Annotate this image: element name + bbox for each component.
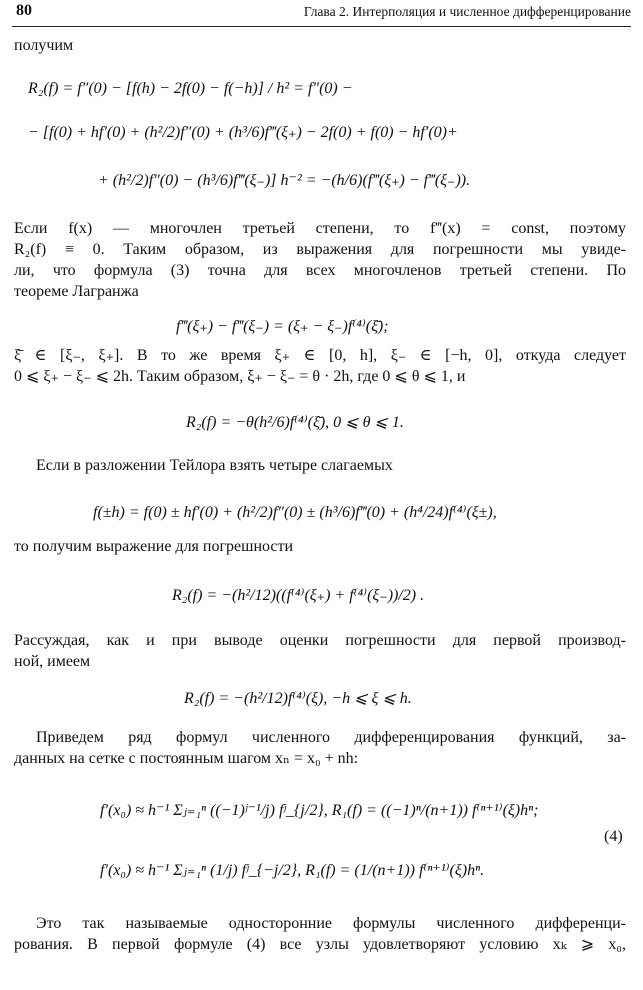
text-line: Если в разложении Тейлора взять четыре слагаемых [36,457,393,474]
equation-line: R₂(f) = −θ(h²/6)f⁽⁴⁾(ξ̄), 0 ⩽ θ ⩽ 1. [186,414,404,431]
equation-line: f′(x₀) ≈ h⁻¹ Σⱼ₌₁ⁿ ((−1)ʲ⁻¹/j) fʲ_{j/2}, R₁(f) = ((−1)ⁿ/(n+1)) f⁽ⁿ⁺¹⁾(ξ)hⁿ; [100,802,539,819]
equation-line: f(±h) = f(0) ± hf′(0) + (h²/2)f″(0) ± (h³/6)f‴(0) + (h⁴/24)f⁽⁴⁾(ξ±), [93,504,497,521]
equation-line: R₂(f) = −(h²/12)f⁽⁴⁾(ξ), −h ⩽ ξ ⩽ h. [184,690,412,707]
equation-line: + (h²/2)f″(0) − (h³/6)f‴(ξ₋)] h⁻² = −(h/6)(f‴(ξ₊) − f‴(ξ₋)). [98,172,471,189]
text-line: теореме Лагранжа [14,283,139,300]
text-line: ли, что формула (3) точна для всех многочленов третьей степени. По [14,262,626,279]
running-title: Глава 2. Интерполяция и численное дифференцирование [303,4,631,19]
text-line: ξ̄ ∈ [ξ₋, ξ₊]. В то же время ξ₊ ∈ [0, h], ξ₋ ∈ [−h, 0], откуда следует [14,347,626,364]
text-line: Это так называемые односторонние формулы численного дифференци- [36,915,626,932]
equation-line: f‴(ξ₊) − f‴(ξ₋) = (ξ₊ − ξ₋)f⁽⁴⁾(ξ̄); [176,318,389,335]
page-header [12,0,631,27]
text-line: R₂(f) ≡ 0. Таким образом, из выражения для погрешности мы увиде- [14,241,626,258]
equation-line: R₂(f) = −(h²/12)((f⁽⁴⁾(ξ₊) + f⁽⁴⁾(ξ₋))/2) . [172,587,425,604]
text-line: то получим выражение для погрешности [14,538,294,555]
equation-number: (4) [604,828,623,845]
text-line: 0 ⩽ ξ₊ − ξ₋ ⩽ 2h. Таким образом, ξ₊ − ξ₋ = θ · 2h, где 0 ⩽ θ ⩽ 1, и [14,368,466,385]
text-line: ной, имеем [14,653,91,670]
text-line: данных на сетке с постоянным шагом xₙ = x₀ + nh: [14,750,359,767]
equation-line: f′(x₀) ≈ h⁻¹ Σⱼ₌₁ⁿ (1/j) fʲ_{−j/2}, R₁(f) = (1/(n+1)) f⁽ⁿ⁺¹⁾(ξ)hⁿ. [100,862,485,879]
text-line: Если f(x) — многочлен третьей степени, то f‴(x) = const, поэтому [14,220,626,237]
text-line: рования. В первой формуле (4) все узлы удовлетворяют условию xₖ ⩾ x₀, [14,936,626,953]
equation-line: R₂(f) = f″(0) − [f(h) − 2f(0) − f(−h)] / h² = f″(0) − [28,80,353,97]
text-line: Рассуждая, как и при выводе оценки погрешности для первой производ- [14,632,626,649]
equation-line: − [f(0) + hf′(0) + (h²/2)f″(0) + (h³/6)f‴(ξ₊) − 2f(0) + f(0) − hf′(0)+ [28,124,458,141]
text-line: Приведем ряд формул численного дифференцирования функций, за- [36,729,626,746]
page-number: 80 [16,2,32,19]
text-line: получим [14,37,74,54]
